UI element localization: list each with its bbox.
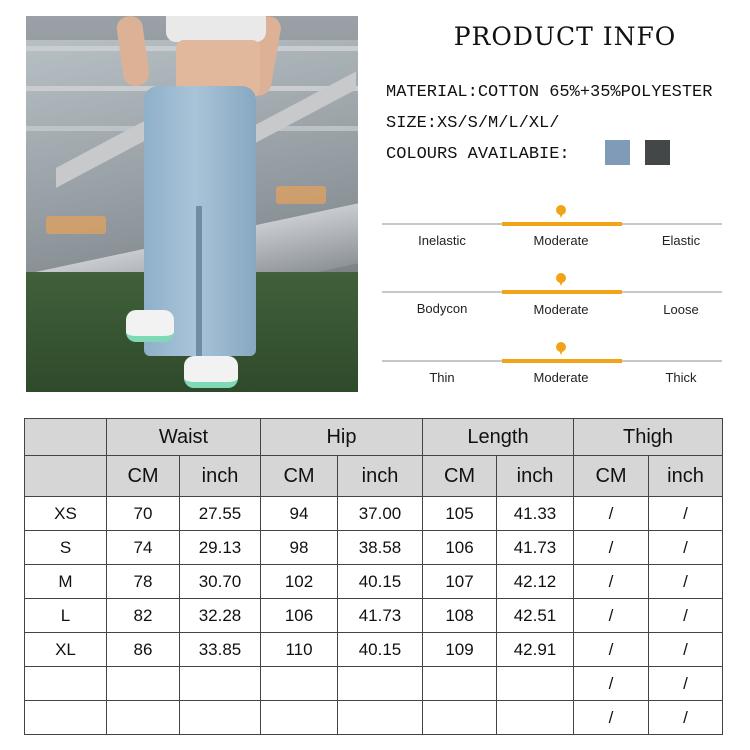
measurement-cell: / bbox=[649, 599, 723, 633]
measurement-cell: 32.28 bbox=[180, 599, 261, 633]
fit-marker-icon bbox=[556, 273, 566, 287]
measurement-cell: / bbox=[649, 667, 723, 701]
size-chart-table bbox=[24, 418, 723, 735]
measurement-cell: 37.00 bbox=[338, 497, 423, 531]
table-unit-header bbox=[25, 456, 723, 497]
measurement-cell: / bbox=[574, 565, 649, 599]
measurement-cell: / bbox=[574, 667, 649, 701]
table-row bbox=[25, 565, 723, 599]
measurement-cell: 27.55 bbox=[180, 497, 261, 531]
unit-inch: inch bbox=[497, 456, 574, 497]
scale-label-thin: Thin bbox=[429, 370, 455, 385]
scale-label-thick: Thick bbox=[665, 370, 697, 385]
measurement-cell bbox=[338, 667, 423, 701]
measurement-cell: / bbox=[574, 599, 649, 633]
table-row bbox=[25, 599, 723, 633]
table-row bbox=[25, 701, 723, 735]
measurement-cell: 106 bbox=[261, 599, 338, 633]
table-group-header bbox=[25, 419, 723, 456]
measurement-cell: 29.13 bbox=[180, 531, 261, 565]
product-info-title: PRODUCT INFO bbox=[453, 22, 677, 51]
measurement-cell bbox=[261, 667, 338, 701]
size-label-cell: XL bbox=[25, 633, 107, 667]
table-row bbox=[25, 497, 723, 531]
measurement-cell bbox=[497, 701, 574, 735]
product-photo bbox=[26, 16, 358, 392]
thickness-scale bbox=[382, 360, 722, 362]
measurement-cell bbox=[107, 701, 180, 735]
size-label-cell bbox=[25, 701, 107, 735]
colour-swatch-grey[interactable] bbox=[645, 140, 670, 165]
measurement-cell bbox=[497, 667, 574, 701]
measurement-cell: 102 bbox=[261, 565, 338, 599]
measurement-cell bbox=[107, 667, 180, 701]
size-text: SIZE:XS/S/M/L/XL/ bbox=[386, 114, 560, 133]
header-waist: Waist bbox=[107, 419, 261, 456]
size-label-cell: XS bbox=[25, 497, 107, 531]
size-label-cell: L bbox=[25, 599, 107, 633]
measurement-cell bbox=[180, 701, 261, 735]
unit-inch: inch bbox=[180, 456, 261, 497]
colours-text: COLOURS AVAILABIE: bbox=[386, 145, 570, 164]
measurement-cell: 86 bbox=[107, 633, 180, 667]
material-text: MATERIAL:COTTON 65%+35%POLYESTER bbox=[386, 83, 713, 102]
scale-label-loose: Loose bbox=[663, 302, 699, 317]
size-label-cell: M bbox=[25, 565, 107, 599]
measurement-cell: 98 bbox=[261, 531, 338, 565]
unit-inch: inch bbox=[338, 456, 423, 497]
measurement-cell: 42.91 bbox=[497, 633, 574, 667]
measurement-cell: / bbox=[649, 633, 723, 667]
table-row bbox=[25, 633, 723, 667]
measurement-cell bbox=[423, 701, 497, 735]
fit-scale bbox=[382, 291, 722, 293]
measurement-cell: / bbox=[649, 565, 723, 599]
scale-label-elastic: Elastic bbox=[661, 233, 701, 248]
measurement-cell: 108 bbox=[423, 599, 497, 633]
thickness-marker-icon bbox=[556, 342, 566, 356]
measurement-cell: 94 bbox=[261, 497, 338, 531]
measurement-cell: 41.73 bbox=[497, 531, 574, 565]
colour-swatch-blue[interactable] bbox=[605, 140, 630, 165]
scale-label-bodycon: Bodycon bbox=[416, 301, 468, 316]
measurement-cell bbox=[180, 667, 261, 701]
measurement-cell bbox=[423, 667, 497, 701]
measurement-cell: 33.85 bbox=[180, 633, 261, 667]
header-blank bbox=[25, 419, 107, 456]
measurement-cell: 74 bbox=[107, 531, 180, 565]
measurement-cell: 41.73 bbox=[338, 599, 423, 633]
size-label-cell bbox=[25, 667, 107, 701]
elasticity-scale bbox=[382, 223, 722, 225]
header-length: Length bbox=[423, 419, 574, 456]
elasticity-marker-icon bbox=[556, 205, 566, 219]
measurement-cell: 30.70 bbox=[180, 565, 261, 599]
measurement-cell: 42.12 bbox=[497, 565, 574, 599]
size-label-cell: S bbox=[25, 531, 107, 565]
measurement-cell bbox=[261, 701, 338, 735]
measurement-cell: / bbox=[649, 701, 723, 735]
header-thigh: Thigh bbox=[574, 419, 723, 456]
measurement-cell: 110 bbox=[261, 633, 338, 667]
scale-label-moderate: Moderate bbox=[533, 233, 589, 248]
measurement-cell: 82 bbox=[107, 599, 180, 633]
scale-label-moderate: Moderate bbox=[533, 302, 589, 317]
measurement-cell: 109 bbox=[423, 633, 497, 667]
measurement-cell: / bbox=[649, 531, 723, 565]
measurement-cell: 78 bbox=[107, 565, 180, 599]
measurement-cell: / bbox=[649, 497, 723, 531]
measurement-cell: 106 bbox=[423, 531, 497, 565]
scale-label-inelastic: Inelastic bbox=[418, 233, 466, 248]
table-row bbox=[25, 531, 723, 565]
measurement-cell bbox=[338, 701, 423, 735]
measurement-cell: 41.33 bbox=[497, 497, 574, 531]
measurement-cell: 38.58 bbox=[338, 531, 423, 565]
unit-cm: CM bbox=[574, 456, 649, 497]
unit-inch: inch bbox=[649, 456, 723, 497]
measurement-cell: 40.15 bbox=[338, 633, 423, 667]
measurement-cell: / bbox=[574, 531, 649, 565]
measurement-cell: 105 bbox=[423, 497, 497, 531]
measurement-cell: / bbox=[574, 633, 649, 667]
unit-blank bbox=[25, 456, 107, 497]
unit-cm: CM bbox=[107, 456, 180, 497]
table-row bbox=[25, 667, 723, 701]
measurement-cell: / bbox=[574, 497, 649, 531]
measurement-cell: / bbox=[574, 701, 649, 735]
scale-label-moderate: Moderate bbox=[533, 370, 589, 385]
measurement-cell: 42.51 bbox=[497, 599, 574, 633]
measurement-cell: 107 bbox=[423, 565, 497, 599]
unit-cm: CM bbox=[261, 456, 338, 497]
measurement-cell: 70 bbox=[107, 497, 180, 531]
measurement-cell: 40.15 bbox=[338, 565, 423, 599]
header-hip: Hip bbox=[261, 419, 423, 456]
unit-cm: CM bbox=[423, 456, 497, 497]
